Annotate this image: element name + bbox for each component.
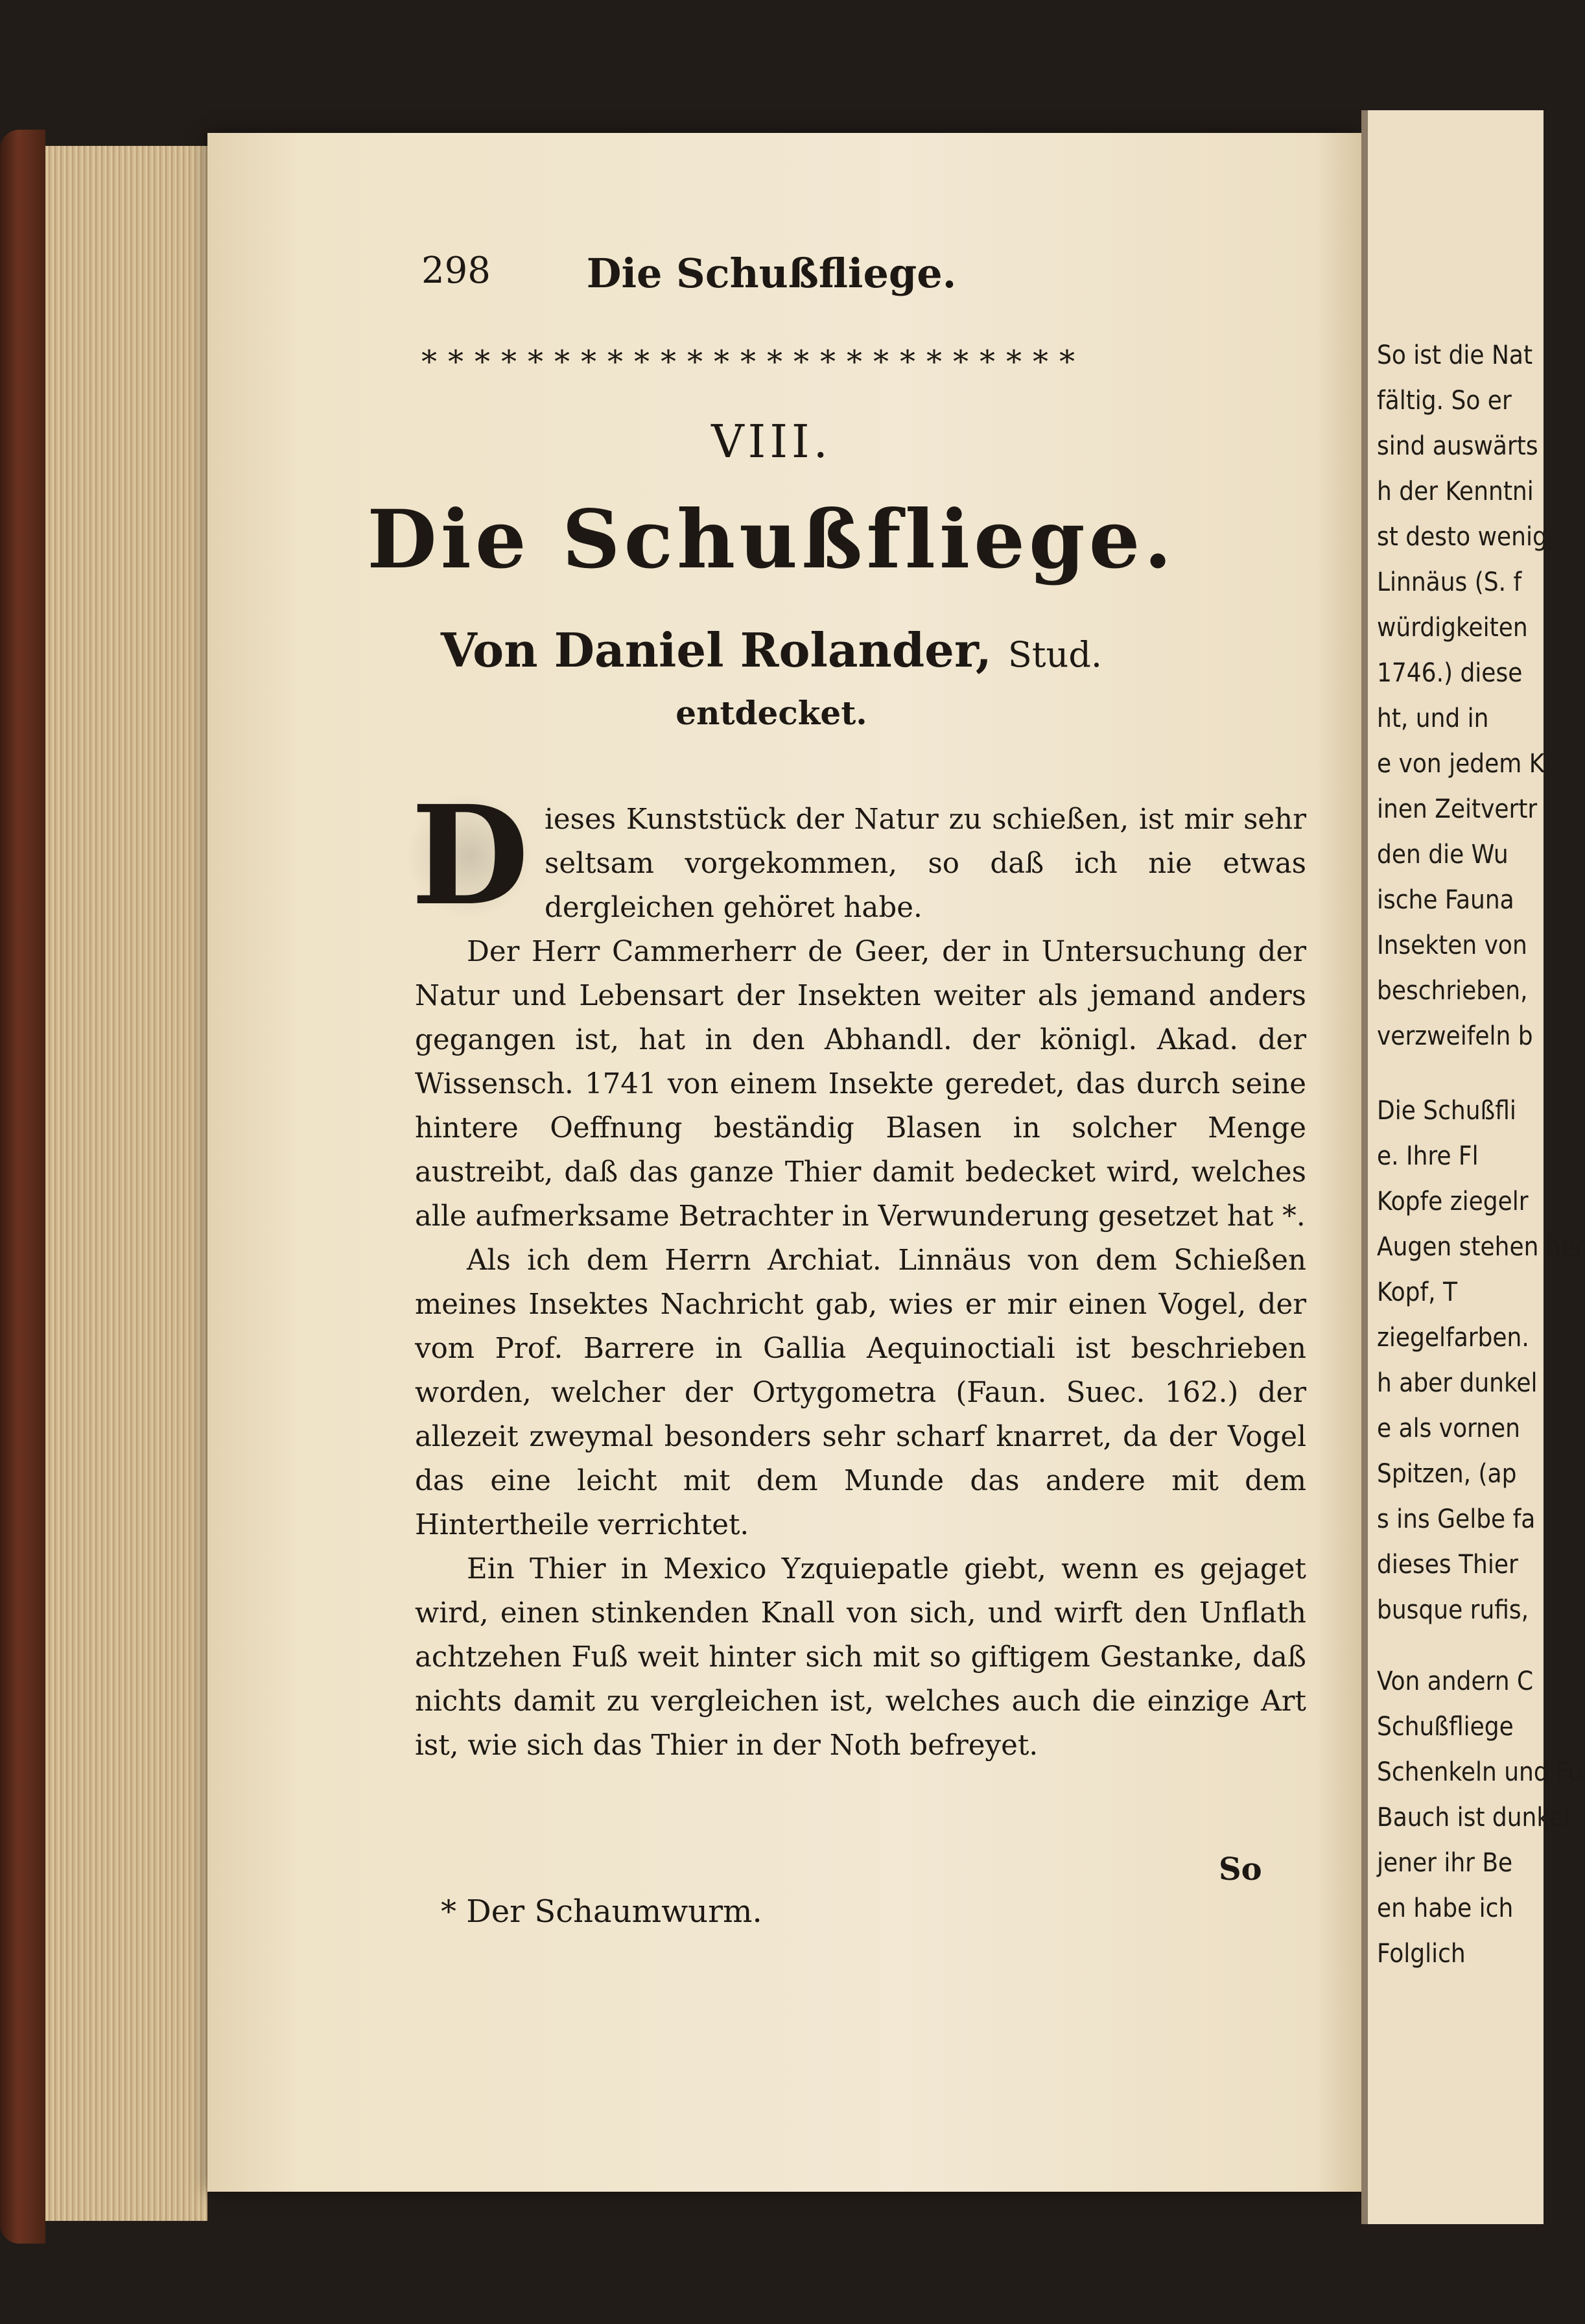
next-page-line: dieses Thier bbox=[1377, 1550, 1518, 1580]
next-page-line: ziegelfarben. bbox=[1377, 1323, 1529, 1353]
next-page-line: Folglich bbox=[1377, 1939, 1466, 1969]
running-title: Die Schußfliege. bbox=[586, 250, 957, 297]
page-number: 298 bbox=[421, 250, 491, 292]
next-page-line: en habe ich bbox=[1377, 1893, 1514, 1923]
next-page-line: Kopf, T bbox=[1377, 1277, 1457, 1307]
next-page-line: würdigkeiten bbox=[1377, 613, 1528, 643]
next-page-line: ht, und in bbox=[1377, 704, 1489, 733]
byline-discovered: entdecket. bbox=[675, 694, 867, 732]
next-page-line: den die Wu bbox=[1377, 840, 1509, 870]
paragraph-1-text: ieses Kunststück der Natur zu schießen, ist mir sehr seltsam vorgekommen, so daß ich nie etwas dergleichen gehöret habe. bbox=[545, 803, 1306, 924]
next-page-line: Von andern C bbox=[1377, 1666, 1534, 1696]
next-page-line: Schenkeln und Fu bbox=[1377, 1757, 1583, 1787]
next-page-line: e als vornen bbox=[1377, 1414, 1520, 1443]
next-page-line: inen Zeitvertr bbox=[1377, 794, 1538, 824]
next-page-line: Schußfliege bbox=[1377, 1712, 1514, 1742]
next-page-line: e von jedem K bbox=[1377, 749, 1545, 779]
next-page-line: fältig. So er bbox=[1377, 386, 1512, 416]
next-page-line: beschrieben, bbox=[1377, 976, 1528, 1006]
next-page-line: s ins Gelbe fa bbox=[1377, 1504, 1536, 1534]
paragraph-3: Als ich dem Herrn Archiat. Linnäus von dem Schießen meines Insektes Nachricht gab, wies er mir einen Vogel, der vom Prof. Barrere in Gallia Aequinoctiali ist beschrieben worden, welcher der Ortygometra (Faun. Suec. 162.) der allezeit zweymal besonders sehr scharf knarret, da der Vogel das eine leicht mit dem Munde das andere mit dem Hintertheile verrichtet. bbox=[415, 1244, 1306, 1541]
next-page-line: 1746.) diese bbox=[1377, 658, 1523, 688]
ornament-rule: ************************* bbox=[421, 344, 1086, 380]
next-page-line: Kopfe ziegelr bbox=[1377, 1187, 1529, 1216]
next-page-line: verzweifeln b bbox=[1377, 1021, 1533, 1051]
next-page-line: busque rufis, bbox=[1377, 1595, 1529, 1625]
paragraph-1 bbox=[410, 776, 1306, 936]
page-stack-edge bbox=[45, 146, 207, 2221]
drop-initial: D bbox=[408, 791, 532, 921]
next-page-line: jener ihr Be bbox=[1377, 1848, 1513, 1878]
byline-author: Von Daniel Rolander, bbox=[440, 622, 992, 678]
paragraph-2: Der Herr Cammerherr de Geer, der in Untersuchung der Natur und Lebensart der Insekten weiter als jemand anders gegangen ist, hat in den Abhandl. der königl. Akad. der Wissensch. 1741 von einem Insekte geredet, das durch seine hintere Oeffnung beständig Blasen in solcher Menge austreibt, daß das ganze Thier damit bedecket wird, welches alle aufmerksame Betrachter in Verwunderung gesetzet hat *. bbox=[415, 936, 1306, 1233]
body-text bbox=[410, 776, 1306, 1768]
next-page-line: ische Fauna bbox=[1377, 885, 1514, 915]
page-header bbox=[214, 250, 1329, 308]
catchword: So bbox=[1219, 1851, 1262, 1888]
next-page-line: Augen stehen her bbox=[1377, 1232, 1585, 1262]
next-page-line: e. Ihre Fl bbox=[1377, 1141, 1479, 1171]
next-page-line: Linnäus (S. f bbox=[1377, 567, 1522, 597]
book-cover-edge bbox=[0, 130, 45, 2244]
next-page-line: h aber dunkel bbox=[1377, 1368, 1538, 1398]
chapter-number: VIII. bbox=[711, 415, 832, 468]
next-page-line: st desto wenig bbox=[1377, 522, 1547, 552]
next-page-line: So ist die Nat bbox=[1377, 340, 1533, 370]
next-page-line: Insekten von bbox=[1377, 931, 1527, 960]
paragraph-4: Ein Thier in Mexico Yzquiepatle giebt, wenn es gejaget wird, einen stinkenden Knall von sich, und wirft den Unflath achtzehen Fuß weit hinter sich mit so giftigem Gestanke, daß nichts damit zu vergleichen ist, welches auch die einzige Art ist, wie sich das Thier in der Noth befreyet. bbox=[415, 1553, 1306, 1762]
next-page-line: h der Kenntni bbox=[1377, 477, 1534, 506]
byline-suffix: Stud. bbox=[1007, 634, 1103, 675]
next-page-line: Bauch ist dunkel bbox=[1377, 1803, 1570, 1832]
chapter-title: Die Schußfliege. bbox=[367, 493, 1176, 587]
next-page-line: Die Schußfli bbox=[1377, 1096, 1516, 1126]
next-page-edge bbox=[1361, 110, 1585, 2224]
next-page-line: Spitzen, (ap bbox=[1377, 1459, 1517, 1489]
next-page-line: sind auswärts bbox=[1377, 431, 1538, 461]
footnote: * Der Schaumwurm. bbox=[441, 1893, 762, 1930]
byline bbox=[214, 622, 1329, 678]
